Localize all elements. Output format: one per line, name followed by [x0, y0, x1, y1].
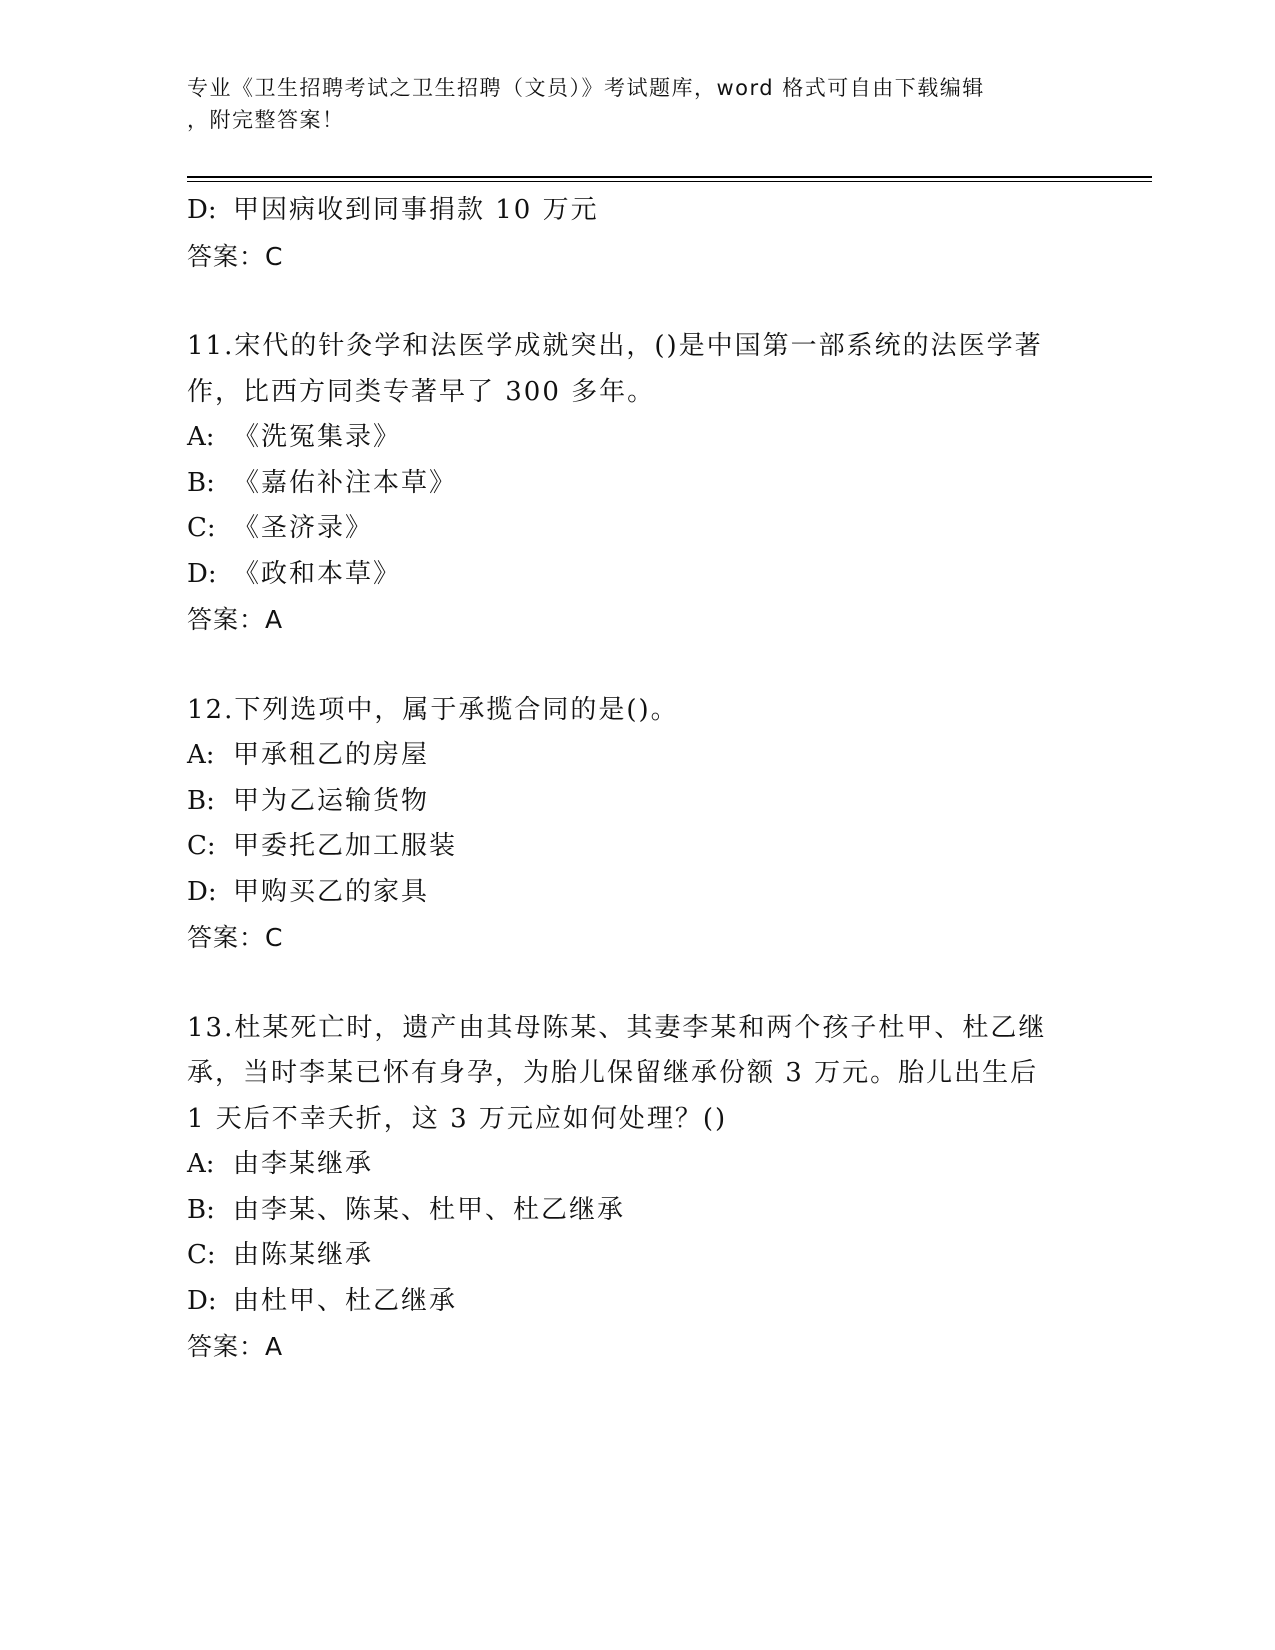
option-letter: C:: [187, 513, 216, 543]
option-letter: A:: [187, 1149, 215, 1179]
question-gap: [187, 279, 1067, 324]
option-d: [187, 1279, 1067, 1325]
option-b: [187, 1188, 1067, 1234]
option-letter: D:: [187, 876, 217, 907]
option-text: 《洗冤集录》: [233, 422, 402, 452]
option-text: 由杜甲、杜乙继承: [233, 1285, 458, 1316]
document-body: [187, 188, 1067, 1370]
option-letter: A:: [187, 740, 215, 770]
answer-line: 答案：A: [187, 605, 284, 634]
question-12: [187, 688, 1067, 961]
header-line-2: ，附完整答案！: [187, 108, 345, 132]
question-stem-line: 承，当时李某已怀有身孕，为胎儿保留继承份额 3 万元。胎儿出生后: [187, 1058, 1039, 1088]
option-letter: A:: [187, 422, 215, 452]
option-d: [187, 870, 1067, 916]
question-gap: [187, 643, 1067, 688]
question-13: [187, 1006, 1067, 1370]
option-b: [187, 779, 1067, 825]
option-letter: D:: [187, 558, 217, 589]
question-gap: [187, 961, 1067, 1006]
option-text: 《嘉佑补注本草》: [233, 467, 458, 498]
question-stem-line: 作，比西方同类专著早了 300 多年。: [187, 376, 656, 407]
option-text: 由李某继承: [233, 1149, 374, 1179]
option-text: 由陈某继承: [233, 1240, 374, 1270]
option-letter: D:: [187, 1285, 217, 1316]
option-b: [187, 461, 1067, 507]
option-letter: B:: [187, 467, 215, 498]
question-11: [187, 324, 1067, 643]
answer-line: 答案：C: [187, 923, 284, 952]
option-a: [187, 415, 1067, 461]
answer-line: 答案：A: [187, 1332, 284, 1361]
option-text: 甲购买乙的家具: [233, 876, 430, 907]
option-text: 甲为乙运输货物: [233, 785, 430, 816]
option-text: 《圣济录》: [233, 513, 374, 543]
option-text: 甲委托乙加工服装: [233, 831, 458, 861]
header-line-1: 专业《卫生招聘考试之卫生招聘（文员）》考试题库，word 格式可自由下载编辑: [187, 76, 985, 100]
question-stem-line: 12.下列选项中，属于承揽合同的是()。: [187, 694, 679, 725]
option-letter: B:: [187, 785, 215, 816]
question-stem-line: 11.宋代的针灸学和法医学成就突出，()是中国第一部系统的法医学著: [187, 331, 1043, 361]
option-c: [187, 824, 1067, 870]
option-letter: C:: [187, 1240, 216, 1270]
option-text: 甲因病收到同事捐款 10 万元: [233, 195, 599, 225]
option-letter: D:: [187, 195, 217, 225]
answer-line: 答案：C: [187, 241, 284, 271]
header-rule-thin: [187, 181, 1152, 182]
header-rule-thick: [187, 176, 1152, 178]
option-c: [187, 506, 1067, 552]
option-d: [187, 552, 1067, 598]
document-header: [187, 72, 1067, 136]
option-text: 《政和本草》: [233, 558, 402, 589]
option-letter: C:: [187, 831, 216, 861]
question-stem-line: 13.杜某死亡时，遗产由其母陈某、其妻李某和两个孩子杜甲、杜乙继: [187, 1012, 1047, 1043]
option-c: [187, 1233, 1067, 1279]
option-text: 甲承租乙的房屋: [233, 740, 430, 770]
option-d: [187, 188, 1067, 234]
option-a: [187, 733, 1067, 779]
option-letter: B:: [187, 1194, 215, 1225]
option-a: [187, 1142, 1067, 1188]
option-text: 由李某、陈某、杜甲、杜乙继承: [233, 1194, 626, 1225]
question-stem-line: 1 天后不幸夭折，这 3 万元应如何处理？(): [187, 1103, 728, 1134]
